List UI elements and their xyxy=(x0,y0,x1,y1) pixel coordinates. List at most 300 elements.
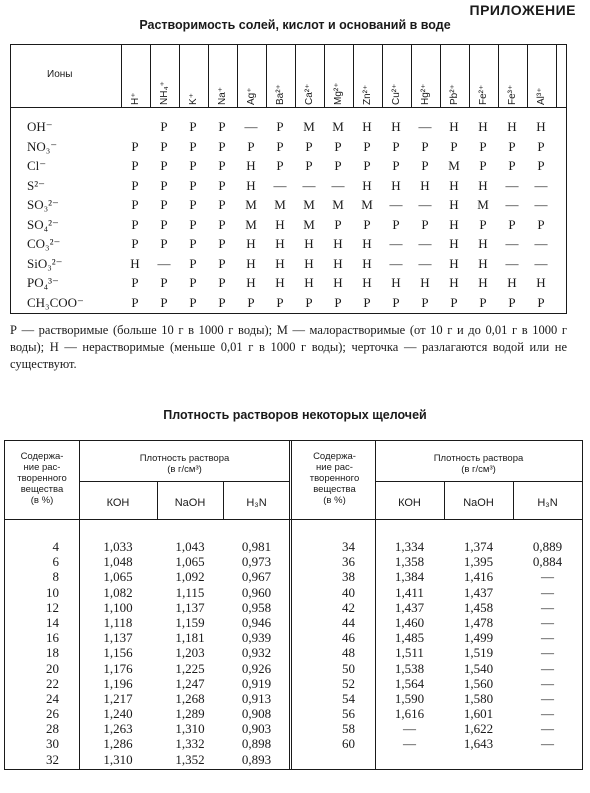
solubility-cell: Р xyxy=(131,216,139,232)
solubility-cell: — xyxy=(534,255,548,271)
density-value: 1,358 xyxy=(394,554,425,570)
solubility-cell: — xyxy=(302,177,316,193)
density-value: 1,437 xyxy=(463,584,494,600)
density-value: 1,156 xyxy=(103,645,133,661)
solubility-cell: Н xyxy=(304,236,314,251)
solubility-cell: Р xyxy=(189,255,197,271)
solubility-cell: Н xyxy=(362,236,372,251)
cation-label: NH₄⁺ xyxy=(159,81,170,105)
solubility-cell: Н xyxy=(275,275,285,290)
solubility-cell: Н xyxy=(420,177,430,193)
solubility-cell: Н xyxy=(449,197,459,212)
substance-header: NaOH xyxy=(463,497,494,509)
solubility-cell: Р xyxy=(160,119,168,134)
solubility-cell: Р xyxy=(218,255,226,271)
solubility-cell: Р xyxy=(131,197,139,212)
solubility-legend: Р — растворимые (больше 10 г в 1000 г воды); М — малорастворимые (от 10 г и до 0,01 г в 1000 г воды); Н — нерастворимые (меньше 0,01 г в 1000 г воды); черточка — разлагаются водой или не существуют. xyxy=(10,323,567,371)
solubility-cell: М xyxy=(274,197,286,212)
solubility-cell: Н xyxy=(333,275,343,290)
cation-header xyxy=(355,51,383,105)
concentration-value: 32 xyxy=(46,751,59,767)
density-value: 1,616 xyxy=(394,706,425,722)
density-value: 1,384 xyxy=(394,569,425,585)
solubility-cell: — xyxy=(534,197,548,212)
anion-label: PO₄³⁻ xyxy=(27,275,59,290)
cation-label: Fe²⁺ xyxy=(478,84,489,105)
cation-header xyxy=(123,51,151,105)
density-value: 1,203 xyxy=(175,645,205,661)
density-value: 1,622 xyxy=(463,721,494,737)
solubility-cell: Р xyxy=(392,158,400,173)
right-h3n-column xyxy=(513,539,582,752)
density-value: — xyxy=(541,584,554,600)
density-value: 1,196 xyxy=(103,675,133,691)
solubility-title: Растворимость солей, кислот и оснований в воде xyxy=(139,18,451,32)
concentration-value: 8 xyxy=(52,569,59,585)
concentration-value: 56 xyxy=(342,706,355,722)
solubility-cell: Р xyxy=(450,138,458,154)
density-value: 1,289 xyxy=(175,706,205,722)
solubility-cell: Р xyxy=(537,158,545,173)
density-value: 1,538 xyxy=(394,660,425,676)
solubility-cell: Р xyxy=(189,236,197,251)
density-value: — xyxy=(541,569,554,585)
concentration-value: 42 xyxy=(342,599,355,615)
density-value: — xyxy=(541,599,554,615)
concentration-value: 58 xyxy=(342,721,355,737)
solubility-cell: Н xyxy=(536,119,546,134)
solubility-cell: Р xyxy=(392,216,400,232)
solubility-cell: Р xyxy=(131,138,139,154)
solubility-cell: М xyxy=(477,197,489,212)
cation-header xyxy=(471,51,499,105)
density-value: 0,884 xyxy=(532,554,563,570)
header-divider xyxy=(11,107,566,108)
density-value: 1,332 xyxy=(175,736,205,752)
density-value: 1,092 xyxy=(175,569,205,585)
cation-label: Ca²⁺ xyxy=(304,83,315,105)
solubility-cell: Р xyxy=(276,138,284,154)
concentration-value: 52 xyxy=(342,675,355,691)
solubility-cell: Р xyxy=(131,294,139,310)
cation-label: Fe³⁺ xyxy=(507,84,518,105)
density-value: 0,939 xyxy=(241,630,272,646)
solubility-cell: Р xyxy=(508,138,516,154)
density-value: 0,889 xyxy=(532,539,563,554)
solubility-cell: Р xyxy=(131,158,139,173)
concentration-value: 26 xyxy=(46,706,59,722)
solubility-cell: Н xyxy=(391,275,401,290)
solubility-cell: Р xyxy=(479,158,487,173)
cation-label: Ba²⁺ xyxy=(275,84,286,105)
concentration-value: 34 xyxy=(342,539,355,554)
density-value: 1,065 xyxy=(103,569,133,585)
solubility-cell: Р xyxy=(276,119,284,134)
solubility-cell: Р xyxy=(450,294,458,310)
solubility-cell: Н xyxy=(478,255,488,271)
solubility-cell: Р xyxy=(334,138,342,154)
density-value: 0,932 xyxy=(241,645,272,661)
solubility-cell: Н xyxy=(507,275,517,290)
concentration-value: 28 xyxy=(46,721,59,737)
solubility-cell: Р xyxy=(131,177,139,193)
density-header: Плотность раствора (в г/см³) xyxy=(433,453,524,475)
solubility-cell: Р xyxy=(218,177,226,193)
density-value: 1,137 xyxy=(103,630,133,646)
density-value: 1,240 xyxy=(103,706,133,722)
density-value: 1,564 xyxy=(394,675,425,691)
solubility-cell: Р xyxy=(189,216,197,232)
cation-label: K⁺ xyxy=(188,93,199,105)
solubility-cell: Н xyxy=(246,275,256,290)
solubility-cell: Р xyxy=(218,119,226,134)
density-value: 1,082 xyxy=(103,584,133,600)
solubility-cell: — xyxy=(505,197,519,212)
concentration-value: 44 xyxy=(342,614,355,630)
solubility-cell: М xyxy=(361,197,373,212)
solubility-cell: — xyxy=(534,236,548,251)
solubility-cell: Р xyxy=(479,138,487,154)
solubility-cell: Р xyxy=(508,294,516,310)
solubility-cell: Н xyxy=(449,275,459,290)
density-value: 0,913 xyxy=(241,690,272,706)
density-value: 0,926 xyxy=(241,660,272,676)
left-h3n-column xyxy=(223,539,290,767)
solubility-cell: Н xyxy=(449,119,459,134)
solubility-cell: Н xyxy=(246,255,256,271)
cation-header xyxy=(210,51,238,105)
concentration-value: 36 xyxy=(342,554,355,570)
concentration-value: 20 xyxy=(46,660,59,676)
solubility-cell: Н xyxy=(449,177,459,193)
cation-header xyxy=(413,51,441,105)
left-naoh-column xyxy=(157,539,223,767)
solubility-cell: Р xyxy=(218,138,226,154)
solubility-cell: — xyxy=(389,255,403,271)
solubility-table xyxy=(10,44,567,314)
density-value: 1,560 xyxy=(463,675,494,691)
solubility-cell: Н xyxy=(246,158,256,173)
density-value: 1,268 xyxy=(175,690,205,706)
density-value: 1,043 xyxy=(175,539,205,554)
cation-header xyxy=(500,51,528,105)
cation-header xyxy=(181,51,209,105)
solubility-cell: Н xyxy=(391,177,401,193)
density-value: 1,310 xyxy=(175,721,205,737)
solubility-cell: Р xyxy=(218,275,226,290)
solubility-cell: Р xyxy=(276,158,284,173)
solubility-cell: Р xyxy=(537,216,545,232)
solubility-cell: Р xyxy=(334,158,342,173)
concentration-value: 38 xyxy=(342,569,355,585)
solubility-cell: М xyxy=(448,158,460,173)
solubility-cell: Н xyxy=(478,236,488,251)
solubility-cell: М xyxy=(332,119,344,134)
solubility-cell: Н xyxy=(333,255,343,271)
cation-header xyxy=(529,51,557,105)
solubility-cell: — xyxy=(331,177,345,193)
solubility-cell: Н xyxy=(507,119,517,134)
density-value: 1,115 xyxy=(175,584,205,600)
solubility-cell: Р xyxy=(160,197,168,212)
solubility-cell: Р xyxy=(363,158,371,173)
density-value: 0,893 xyxy=(241,751,272,767)
density-value: 0,967 xyxy=(241,569,272,585)
density-value: 1,437 xyxy=(394,599,425,615)
density-value: 1,048 xyxy=(103,554,133,570)
cation-label: Pb²⁺ xyxy=(449,84,460,105)
solubility-cell: — xyxy=(534,177,548,193)
solubility-cell: Н xyxy=(478,177,488,193)
solubility-cell: Р xyxy=(160,158,168,173)
cation-label: Al³⁺ xyxy=(536,87,547,105)
solubility-cell: Р xyxy=(218,236,226,251)
solubility-cell: Р xyxy=(421,294,429,310)
header-col-divider xyxy=(121,45,122,107)
anion-label: Cl⁻ xyxy=(27,158,47,173)
cation-header xyxy=(442,51,470,105)
density-value: — xyxy=(541,736,554,752)
solubility-cell: Р xyxy=(334,216,342,232)
solubility-cell: Р xyxy=(189,119,197,134)
solubility-cell: Р xyxy=(363,216,371,232)
solubility-cell: Р xyxy=(305,294,313,310)
density-value: 1,247 xyxy=(175,675,205,691)
solubility-cell: Н xyxy=(246,177,256,193)
cation-header xyxy=(239,51,267,105)
density-table xyxy=(4,440,583,770)
density-value: 1,374 xyxy=(463,539,494,554)
solubility-cell: Р xyxy=(189,158,197,173)
solubility-cell: Р xyxy=(305,138,313,154)
solubility-cell: Р xyxy=(218,158,226,173)
cation-label: Mg²⁺ xyxy=(333,82,344,105)
density-header: Плотность раствора (в г/см³) xyxy=(139,453,230,475)
concentration-value: 6 xyxy=(52,554,59,570)
solubility-cell: Р xyxy=(305,158,313,173)
solubility-cell: Н xyxy=(246,236,256,251)
solubility-cell: Р xyxy=(218,216,226,232)
solubility-cell: Р xyxy=(508,216,516,232)
density-value: 1,118 xyxy=(103,614,133,630)
solubility-cell: Н xyxy=(275,216,285,232)
solubility-cell: — xyxy=(273,177,287,193)
density-value: 1,460 xyxy=(394,614,425,630)
solubility-cell: Н xyxy=(536,275,546,290)
density-value: 0,908 xyxy=(241,706,272,722)
solubility-cell: — xyxy=(505,177,519,193)
solubility-cell: Р xyxy=(131,236,139,251)
anion-label: CH₃COO⁻ xyxy=(27,294,84,310)
solubility-cell: Р xyxy=(537,294,545,310)
concentration-value: 60 xyxy=(342,736,355,752)
solubility-cell: Н xyxy=(478,119,488,134)
density-value: 1,643 xyxy=(463,736,494,752)
solubility-cell: Р xyxy=(160,216,168,232)
solubility-cell: М xyxy=(245,197,257,212)
solubility-cell: М xyxy=(303,197,315,212)
anion-label: S²⁻ xyxy=(27,177,45,193)
solubility-cell: Н xyxy=(362,119,372,134)
appendix-heading: ПРИЛОЖЕНИЕ xyxy=(469,2,576,18)
solubility-cell: Р xyxy=(131,275,139,290)
solubility-cell: Н xyxy=(449,255,459,271)
density-value: — xyxy=(541,721,554,737)
substance-header: H₃N xyxy=(246,497,267,509)
density-value: 1,334 xyxy=(394,539,425,554)
density-value: 0,981 xyxy=(241,539,272,554)
density-value: 1,217 xyxy=(103,690,133,706)
concentration-value: 22 xyxy=(46,675,59,691)
density-value: 1,225 xyxy=(175,660,205,676)
solubility-cell: Р xyxy=(160,294,168,310)
solubility-cell: Н xyxy=(130,255,140,271)
solubility-cell: Р xyxy=(392,138,400,154)
solubility-cell: Р xyxy=(421,216,429,232)
solubility-cell: Р xyxy=(218,197,226,212)
solubility-cell: М xyxy=(303,216,315,232)
density-value: 1,395 xyxy=(463,554,494,570)
cation-header xyxy=(384,51,412,105)
solubility-cell: М xyxy=(303,119,315,134)
solubility-cell: Н xyxy=(362,255,372,271)
substance-header: КОН xyxy=(106,497,130,509)
density-value: 1,478 xyxy=(463,614,494,630)
density-value: 0,919 xyxy=(241,675,272,691)
density-value: 1,065 xyxy=(175,554,205,570)
concentration-value: 24 xyxy=(46,690,59,706)
solubility-cell: — xyxy=(505,255,519,271)
density-value: — xyxy=(541,675,554,691)
solubility-cell: — xyxy=(418,197,432,212)
right-conc-column xyxy=(294,539,357,752)
density-value: 1,352 xyxy=(175,751,205,767)
anion-label: CO₃²⁻ xyxy=(27,236,61,251)
solubility-cell: Р xyxy=(537,138,545,154)
concentration-value: 48 xyxy=(342,645,355,661)
solubility-cell: Н xyxy=(275,236,285,251)
density-value: 0,973 xyxy=(241,554,272,570)
density-value: — xyxy=(541,645,554,661)
concentration-value: 54 xyxy=(342,690,355,706)
density-value: 0,960 xyxy=(241,584,272,600)
solubility-cell: Р xyxy=(189,197,197,212)
solubility-cell: — xyxy=(244,119,258,134)
solubility-cell: Р xyxy=(421,138,429,154)
concentration-value: 12 xyxy=(46,599,59,615)
anion-label: NO₃⁻ xyxy=(27,138,58,154)
solubility-cell: Р xyxy=(160,236,168,251)
solubility-cell: Р xyxy=(363,294,371,310)
density-title: Плотность растворов некоторых щелочей xyxy=(163,408,427,422)
density-value: 1,176 xyxy=(103,660,133,676)
ions-label: Ионы xyxy=(47,69,73,80)
density-value: — xyxy=(541,660,554,676)
density-value: 1,485 xyxy=(394,630,425,646)
density-value: 1,411 xyxy=(395,584,424,600)
solubility-cell: Н xyxy=(275,255,285,271)
solubility-cell: Р xyxy=(160,138,168,154)
density-value: 1,181 xyxy=(175,630,205,646)
concentration-value: 14 xyxy=(46,614,59,630)
density-value: 1,310 xyxy=(103,751,133,767)
density-value: — xyxy=(403,736,416,752)
solubility-cell: Н xyxy=(420,275,430,290)
substance-header: H₃N xyxy=(537,497,558,509)
solubility-cell: — xyxy=(505,236,519,251)
solubility-cell: Р xyxy=(160,275,168,290)
cation-label: Hg²⁺ xyxy=(420,83,431,105)
concentration-value: 50 xyxy=(342,660,355,676)
anion-label: SO₄²⁻ xyxy=(27,216,59,232)
density-value: 1,286 xyxy=(103,736,133,752)
solubility-cell: Н xyxy=(449,216,459,232)
cation-label: Zn²⁺ xyxy=(362,84,373,105)
cation-header xyxy=(268,51,296,105)
left-conc-column xyxy=(5,539,61,767)
cation-header xyxy=(297,51,325,105)
concentration-value: 30 xyxy=(46,736,59,752)
solubility-cell: Р xyxy=(218,294,226,310)
solubility-cell: Р xyxy=(189,138,197,154)
solubility-cell: Р xyxy=(363,138,371,154)
anion-label: SO₃²⁻ xyxy=(27,197,59,212)
solubility-cell: Р xyxy=(421,158,429,173)
solubility-cell: Н xyxy=(478,275,488,290)
left-koh-column xyxy=(79,539,157,767)
substance-header: NaOH xyxy=(174,497,206,509)
right-koh-column xyxy=(375,539,444,752)
density-value: 1,263 xyxy=(103,721,133,737)
density-value: — xyxy=(541,706,554,722)
density-value: — xyxy=(541,630,554,646)
solubility-cell: Р xyxy=(392,294,400,310)
cation-label: H⁺ xyxy=(130,92,141,105)
density-value: 1,137 xyxy=(175,599,205,615)
density-value: 1,540 xyxy=(463,660,494,676)
solubility-cell: — xyxy=(418,119,432,134)
solubility-cell: Р xyxy=(479,216,487,232)
subheader-divider xyxy=(79,481,289,482)
solubility-cell: Р xyxy=(247,294,255,310)
cation-label: Na⁺ xyxy=(217,86,228,105)
solubility-cell: Н xyxy=(304,255,314,271)
density-value: 0,958 xyxy=(241,599,272,615)
density-value: 1,590 xyxy=(394,690,425,706)
solubility-cell: Н xyxy=(362,275,372,290)
anion-label: SiO₃²⁻ xyxy=(27,255,63,271)
solubility-cell: — xyxy=(389,236,403,251)
solubility-cell: М xyxy=(332,197,344,212)
density-value: 1,499 xyxy=(463,630,494,646)
cation-header xyxy=(326,51,354,105)
cation-label: Cu²⁺ xyxy=(391,83,402,105)
density-value: 0,903 xyxy=(241,721,272,737)
density-value: 1,511 xyxy=(395,645,424,661)
density-value: 1,458 xyxy=(463,599,494,615)
density-value: — xyxy=(403,721,416,737)
solubility-cell: Р xyxy=(189,294,197,310)
solubility-cell: Р xyxy=(189,177,197,193)
density-value: 1,100 xyxy=(103,599,133,615)
solubility-cell: Р xyxy=(247,138,255,154)
solubility-cell: Р xyxy=(508,158,516,173)
concentration-value: 16 xyxy=(46,630,59,646)
concentration-value: 10 xyxy=(46,584,59,600)
solubility-cell: Н xyxy=(449,236,459,251)
concentration-value: 46 xyxy=(342,630,355,646)
subheader-divider xyxy=(375,481,582,482)
